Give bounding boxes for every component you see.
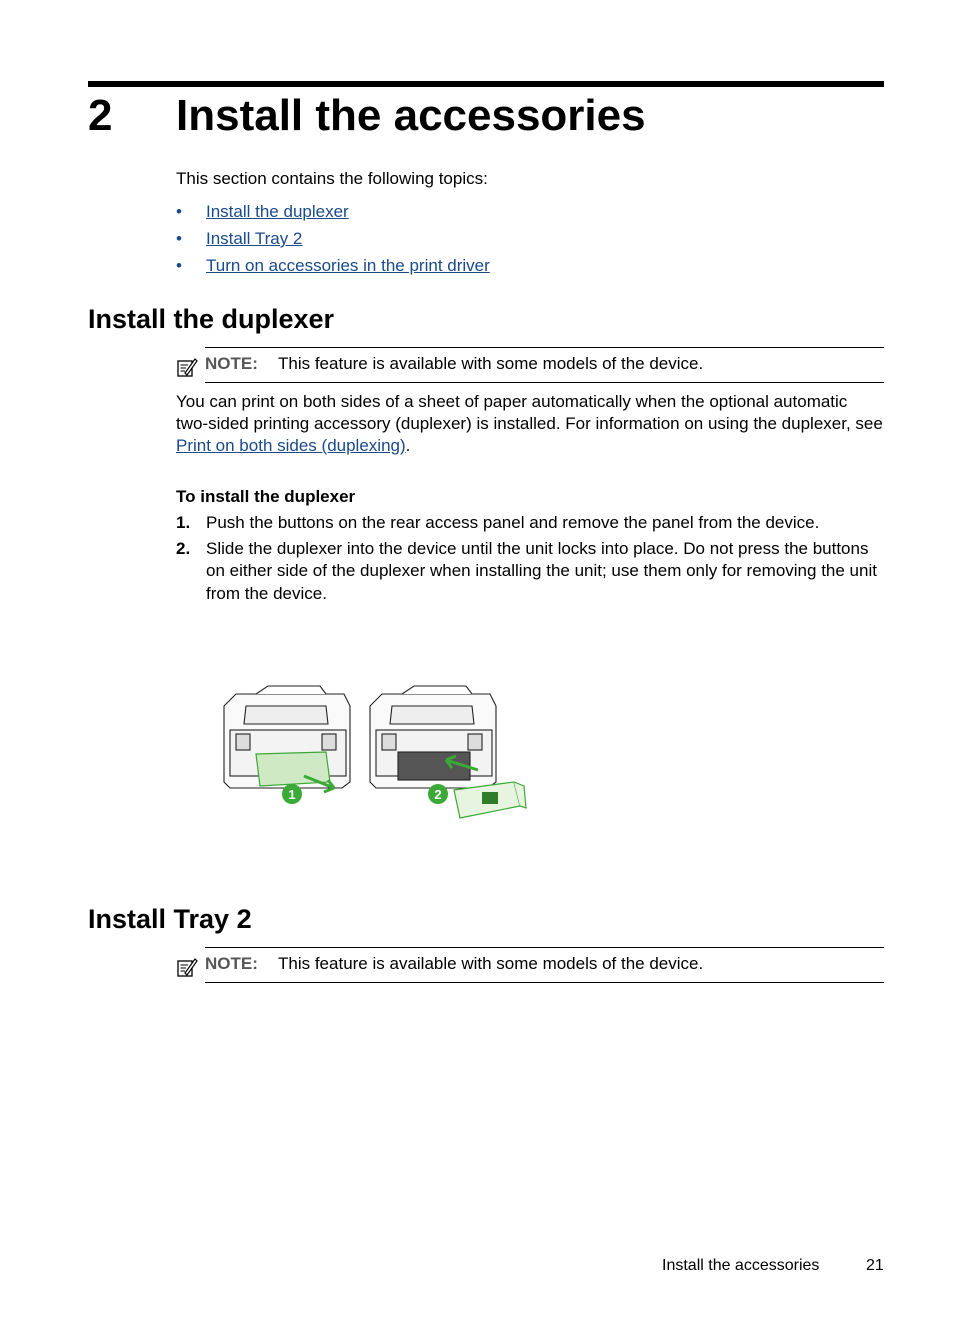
step-item (176, 538, 884, 606)
note-top-rule (205, 347, 884, 348)
topic-link-turn-on-accessories[interactable]: Turn on accessories in the print driver (206, 256, 490, 275)
note-icon (176, 956, 198, 978)
duplexer-paragraph (176, 391, 884, 457)
list-item (176, 225, 490, 252)
note-text: This feature is available with some models of the device. (278, 354, 704, 373)
footer-section-title: Install the accessories (662, 1257, 820, 1274)
step-text: Push the buttons on the rear access panel and remove the panel from the device. (206, 513, 820, 532)
duplexer-install-illustration (216, 684, 532, 826)
paragraph-text-end: . (405, 436, 411, 455)
intro-text: This section contains the following topics: (176, 169, 488, 188)
bullet-icon: • (176, 256, 182, 275)
note-bottom-rule (205, 382, 884, 383)
list-item (176, 252, 490, 279)
chapter-number: 2 (88, 91, 113, 140)
note-top-rule (205, 947, 884, 948)
topic-link-install-duplexer[interactable]: Install the duplexer (206, 202, 349, 221)
step-item (176, 512, 884, 535)
section-heading-tray-2: Install Tray 2 (88, 904, 252, 934)
topic-link-install-tray-2[interactable]: Install Tray 2 (206, 229, 303, 248)
note-label: NOTE: (205, 354, 258, 373)
callout-2-number: 2 (434, 787, 442, 802)
note-box (176, 347, 884, 383)
bullet-icon: • (176, 202, 182, 221)
callout-1-number: 1 (288, 787, 296, 802)
procedure-steps (176, 512, 884, 608)
note-icon (176, 356, 198, 378)
step-number: 2. (176, 538, 191, 558)
printer-illustration-2 (370, 686, 496, 788)
note-text: This feature is available with some models of the device. (278, 954, 704, 973)
list-item (176, 198, 490, 225)
chapter-title: Install the accessories (176, 91, 646, 140)
paragraph-text: You can print on both sides of a sheet of paper automatically when the optional automatic two-sided printing accessory (duplexer) is installed. For information on using the duplexer, see (176, 392, 883, 433)
section-heading-duplexer: Install the duplexer (88, 304, 335, 334)
step-number: 1. (176, 513, 191, 532)
note-box (176, 947, 884, 983)
footer-page-number: 21 (866, 1257, 884, 1274)
procedure-title: To install the duplexer (176, 487, 356, 506)
link-print-both-sides[interactable]: Print on both sides (duplexing) (176, 436, 406, 455)
note-bottom-rule (205, 982, 884, 983)
bullet-icon: • (176, 229, 182, 248)
chapter-rule (88, 81, 884, 87)
note-label: NOTE: (205, 954, 258, 973)
topic-list (176, 198, 490, 279)
step-text: Slide the duplexer into the device until the unit locks into place. Do not press the buttons on either side of the duplexer when installing the unit; use them only for removing the unit from the device. (206, 538, 877, 603)
